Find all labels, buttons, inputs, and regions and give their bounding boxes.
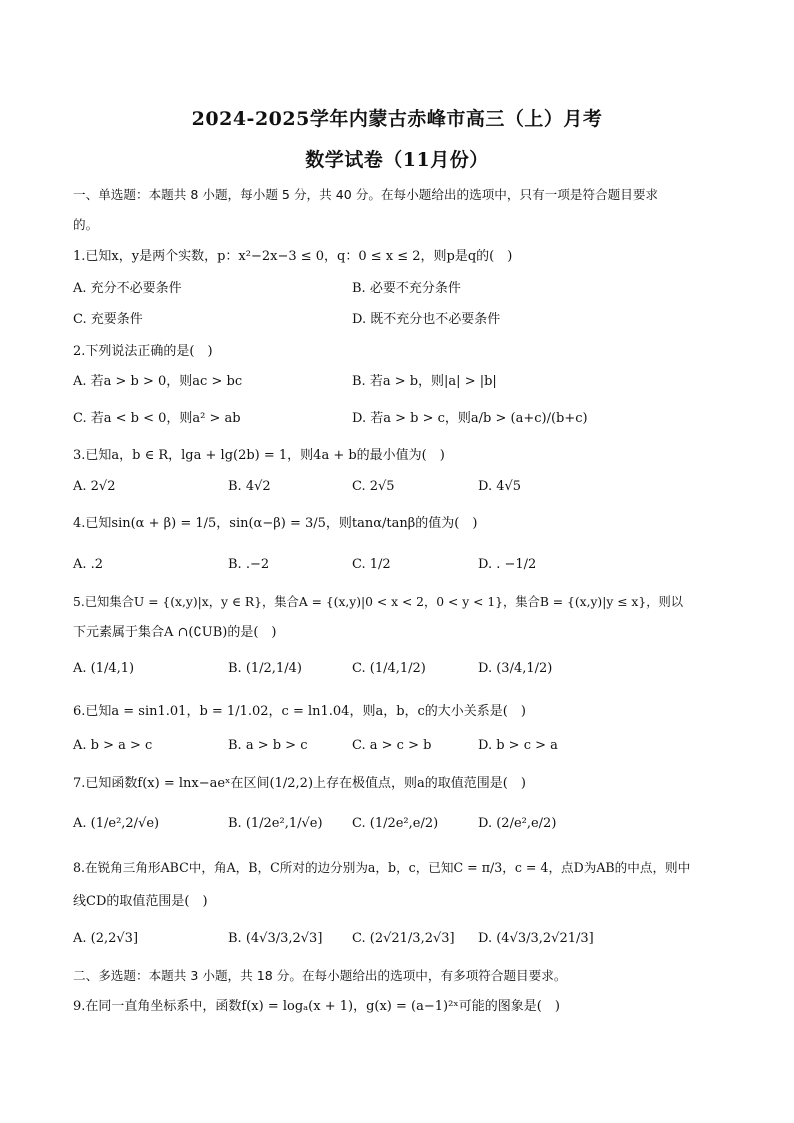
q2-option-a: A. 若a > b > 0，则ac > bc xyxy=(73,374,243,389)
q7-option-c: C. (1/2e²,e/2) xyxy=(352,816,439,831)
q6-option-a: A. b > a > c xyxy=(73,738,153,753)
q8-option-c: C. (2√21/3,2√3] xyxy=(352,931,455,946)
q5-option-a: A. (1/4,1) xyxy=(73,661,135,676)
question-3-stem: 3.已知a，b ∈ R，lga + lg(2b) = 1，则4a + b的最小值为( ) xyxy=(73,448,445,463)
exam-title: 2024-2025学年内蒙古赤峰市高三（上）月考 xyxy=(191,108,603,130)
q1-option-c: C. 充要条件 xyxy=(73,312,143,327)
q2-option-b: B. 若a > b，则|a| > |b| xyxy=(352,374,497,389)
q7-option-a: A. (1/e²,2/√e) xyxy=(73,816,160,831)
q5-option-d: D. (3/4,1/2) xyxy=(478,661,553,676)
q8-option-d: D. (4√3/3,2√21/3] xyxy=(478,931,594,946)
q4-option-a: A. .2 xyxy=(73,557,104,572)
q2-option-c: C. 若a < b < 0，则a² > ab xyxy=(73,411,241,426)
q8-option-a: A. (2,2√3] xyxy=(73,931,139,946)
exam-subtitle: 数学试卷（11月份） xyxy=(305,149,489,171)
question-7-stem: 7.已知函数f(x) = lnx−aeˣ在区间(1/2,2)上存在极值点，则a的取值范围是( ) xyxy=(73,776,526,791)
section-1-instructions-cont: 的。 xyxy=(73,217,99,232)
question-5-stem: 5.已知集合U = {(x,y)|x，y ∈ R}，集合A = {(x,y)|0 < x < 2，0 < y < 1}，集合B = {(x,y)|y ≤ x}，则以 xyxy=(73,595,684,609)
q1-option-d: D. 既不充分也不必要条件 xyxy=(352,312,501,327)
section-2-instructions: 二、多选题：本题共 3 小题，共 18 分。在每小题给出的选项中，有多项符合题目要求。 xyxy=(73,968,567,983)
q5-option-c: C. (1/4,1/2) xyxy=(352,661,426,676)
q5-option-b: B. (1/2,1/4) xyxy=(228,661,302,676)
q3-option-c: C. 2√5 xyxy=(352,479,395,494)
question-4-stem: 4.已知sin(α + β) = 1/5，sin(α−β) = 3/5，则tanα/tanβ的值为( ) xyxy=(73,516,478,531)
q7-option-d: D. (2/e²,e/2) xyxy=(478,816,557,831)
question-2-stem: 2.下列说法正确的是( ) xyxy=(73,344,213,359)
question-8-stem-cont: 线CD的取值范围是( ) xyxy=(73,894,208,909)
question-1-stem: 1.已知x，y是两个实数，p：x²−2x−3 ≤ 0，q：0 ≤ x ≤ 2，则p是q的( ) xyxy=(73,249,513,264)
q6-option-d: D. b > c > a xyxy=(478,738,558,753)
q2-option-d: D. 若a > b > c，则a/b > (a+c)/(b+c) xyxy=(352,411,588,426)
q1-option-a: A. 充分不必要条件 xyxy=(73,281,182,296)
question-8-stem: 8.在锐角三角形ABC中，角A，B，C所对的边分别为a，b，c，已知C = π/3，c = 4，点D为AB的中点，则中 xyxy=(73,860,691,875)
q6-option-c: C. a > c > b xyxy=(352,738,432,753)
q4-option-c: C. 1/2 xyxy=(352,557,391,572)
question-6-stem: 6.已知a = sin1.01，b = 1/1.02，c = ln1.04，则a，b，c的大小关系是( ) xyxy=(73,704,526,719)
question-5-stem-cont: 下元素属于集合A ∩(∁UB)的是( ) xyxy=(73,625,277,640)
question-9-stem: 9.在同一直角坐标系中，函数f(x) = logₐ(x + 1)，g(x) = (a−1)²ˣ可能的图象是( ) xyxy=(73,999,560,1014)
q6-option-b: B. a > b > c xyxy=(228,738,308,753)
q1-option-b: B. 必要不充分条件 xyxy=(352,281,461,296)
q8-option-b: B. (4√3/3,2√3] xyxy=(228,931,323,946)
q4-option-b: B. .−2 xyxy=(228,557,270,572)
section-1-instructions: 一、单选题：本题共 8 小题，每小题 5 分，共 40 分。在每小题给出的选项中，只有一项是符合题目要求 xyxy=(73,187,659,202)
q3-option-b: B. 4√2 xyxy=(228,479,271,494)
q7-option-b: B. (1/2e²,1/√e) xyxy=(228,816,323,831)
q4-option-d: D. . −1/2 xyxy=(478,557,537,572)
q3-option-a: A. 2√2 xyxy=(73,479,116,494)
q3-option-d: D. 4√5 xyxy=(478,479,522,494)
